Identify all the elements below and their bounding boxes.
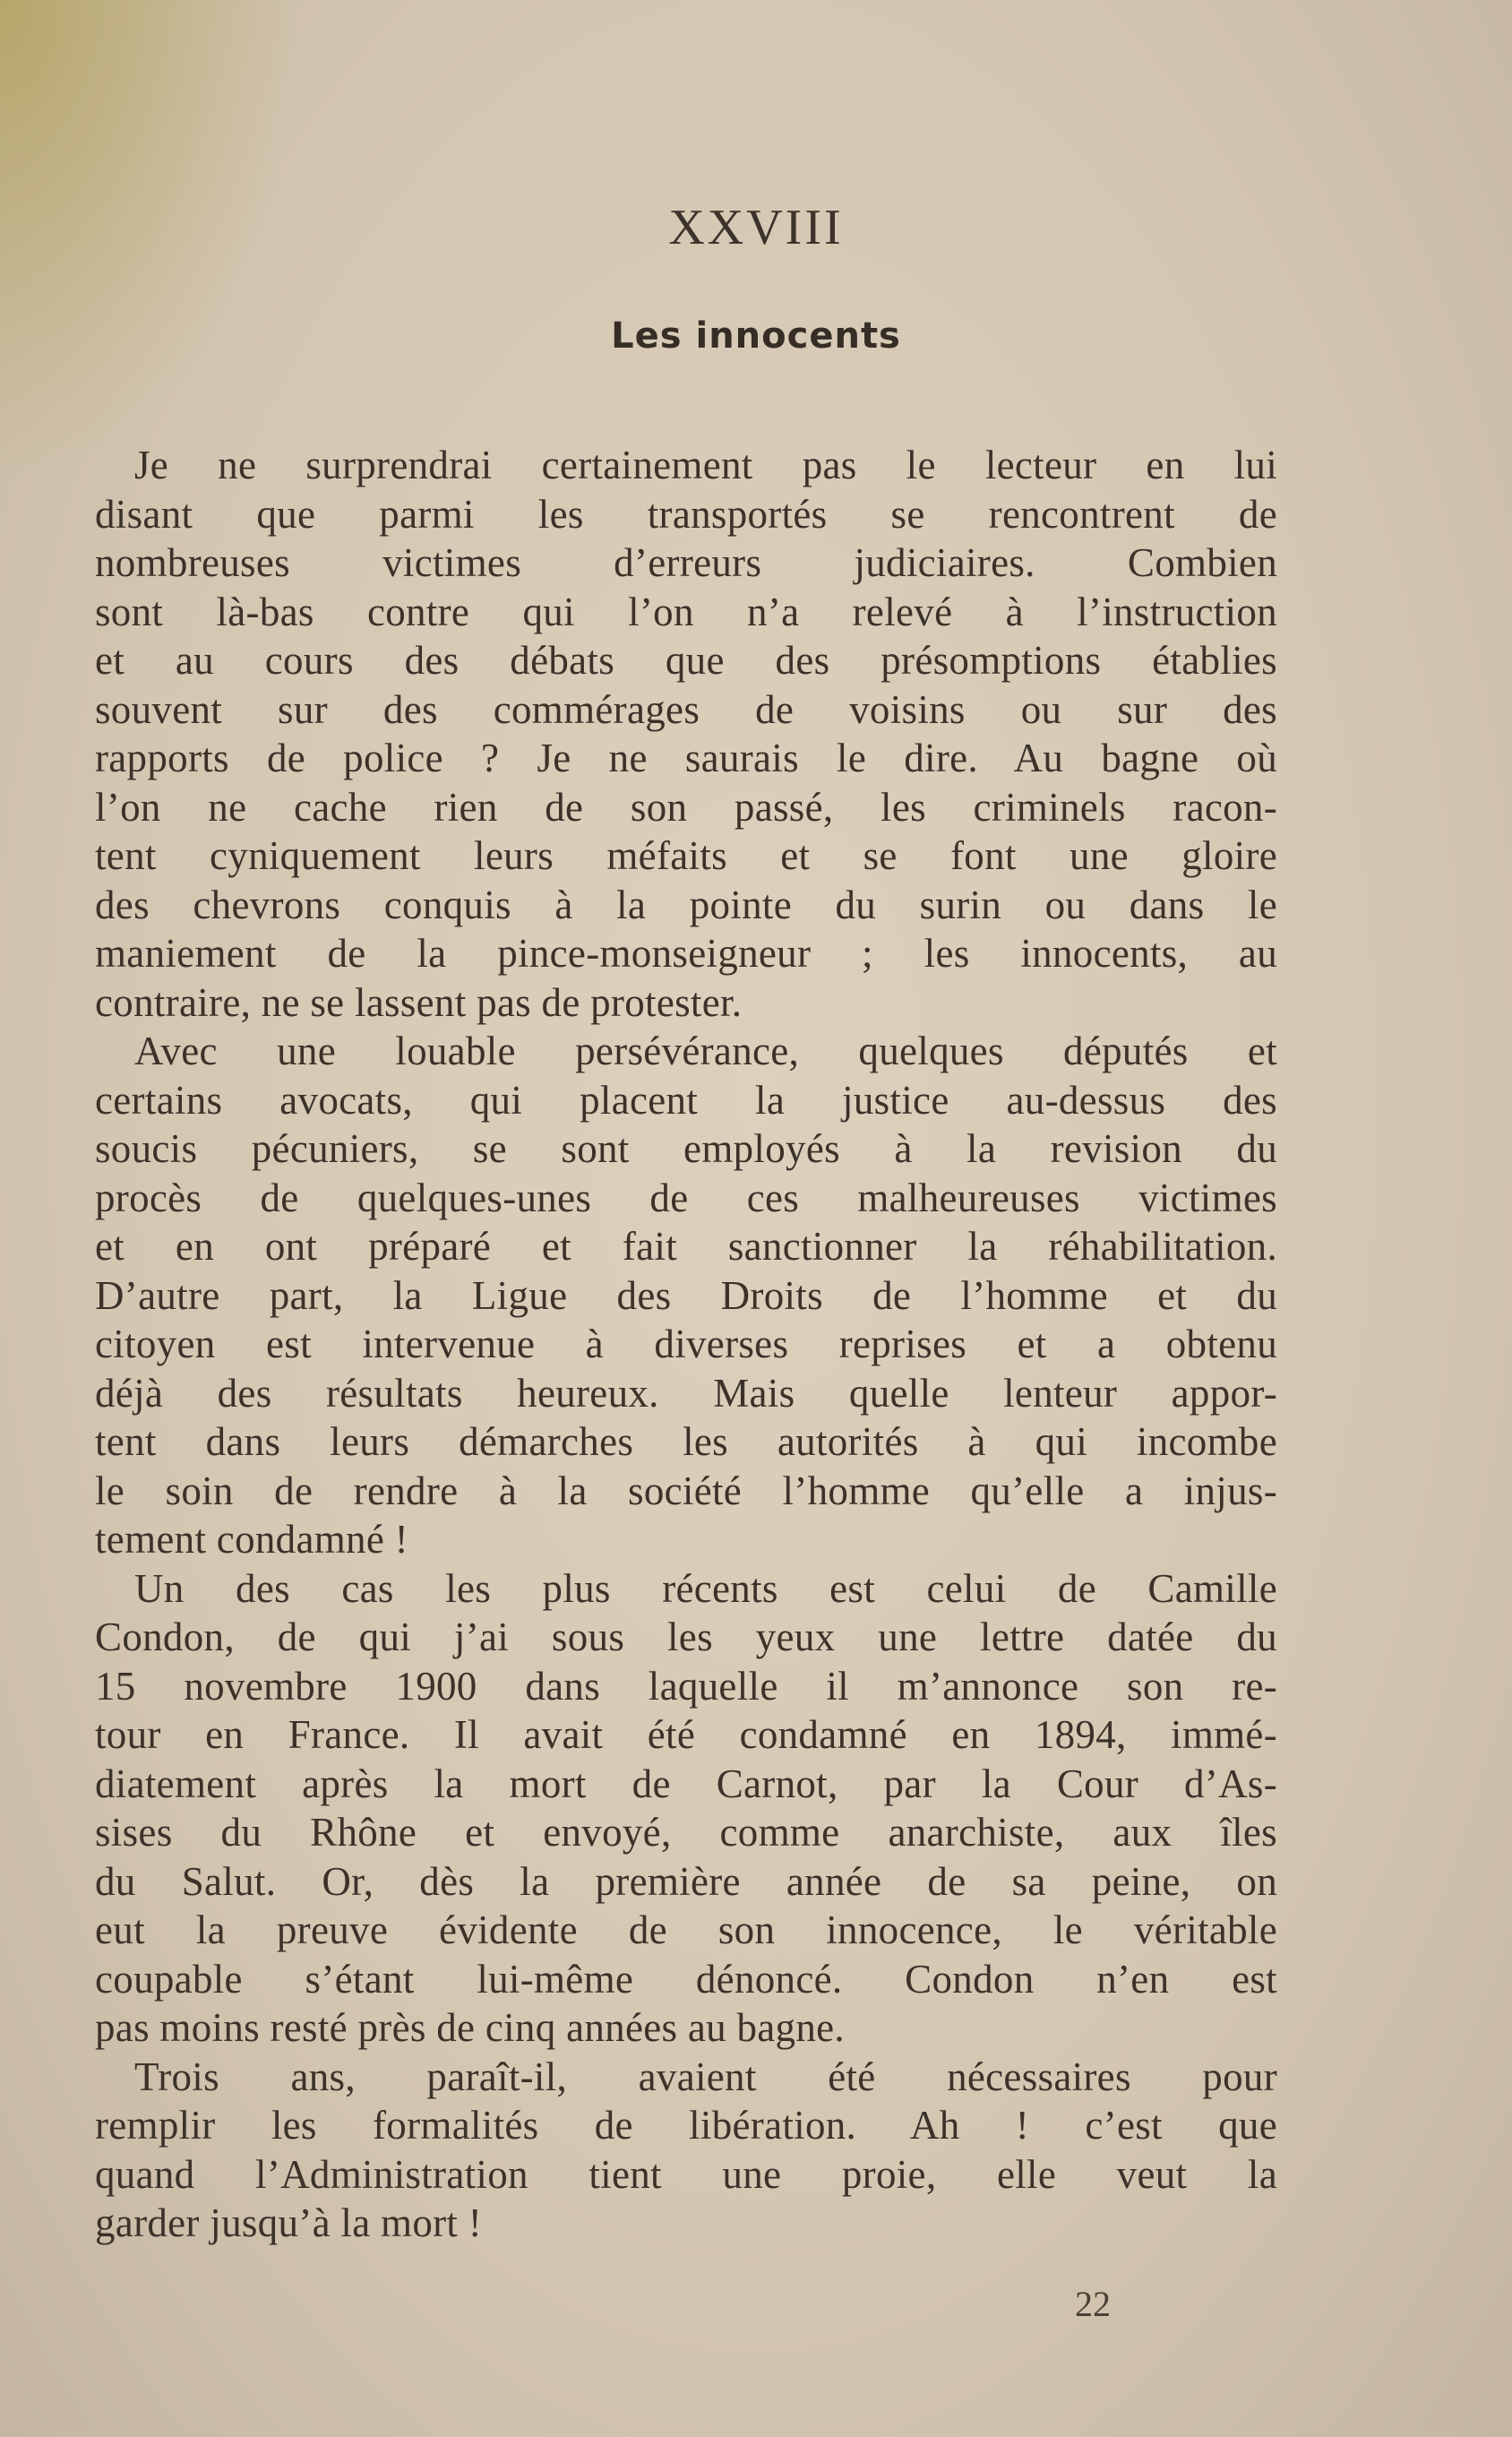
text-line: et en ont préparé et fait sanctionner la réhabilitation. (95, 1224, 1277, 1269)
text-line: citoyen est intervenue à diverses reprises et a obtenu (95, 1322, 1277, 1366)
chapter-number: XXVIII (668, 200, 844, 255)
text-line: tement condamné ! (95, 1517, 408, 1562)
text-line: souvent sur des commérages de voisins ou sur des (95, 686, 1277, 732)
text-line: sises du Rhône et envoyé, comme anarchiste, aux îles (95, 1810, 1277, 1855)
text-line: certains avocats, qui placent la justice au-dessus des (95, 1077, 1277, 1123)
text-line: tent cyniquement leurs méfaits et se font une gloire (95, 833, 1277, 878)
text-line: diatement après la mort de Carnot, par la Cour d’As- (95, 1761, 1277, 1806)
text-line: du Salut. Or, dès la première année de sa peine, on (95, 1858, 1277, 1904)
text-line: garder jusqu’à la mort ! (95, 2200, 483, 2245)
text-line: pas moins resté près de cinq années au bagne. (95, 2005, 845, 2050)
paragraph (95, 2053, 1277, 2248)
paragraph (95, 1027, 1277, 1564)
text-line: déjà des résultats heureux. Mais quelle lenteur appor- (95, 1370, 1277, 1416)
text-line: des chevrons conquis à la pointe du surin ou dans le (95, 882, 1277, 927)
text-line: D’autre part, la Ligue des Droits de l’homme et du (95, 1272, 1277, 1318)
text-line: et au cours des débats que des présomptions établies (95, 638, 1277, 683)
text-line: Trois ans, paraît-il, avaient été nécessaires pour (134, 2054, 1277, 2099)
paragraph (95, 1564, 1277, 2053)
text-line: tour en France. Il avait été condamné en 1894, immé- (95, 1712, 1277, 1757)
text-line: Un des cas les plus récents est celui de Camille (134, 1565, 1277, 1611)
body-text (95, 441, 1277, 2248)
paragraph (95, 441, 1277, 1027)
text-line: 15 novembre 1900 dans laquelle il m’annonce son re- (95, 1663, 1277, 1709)
text-line: tent dans leurs démarches les autorités à qui incombe (95, 1419, 1277, 1464)
text-line: Condon, de qui j’ai sous les yeux une lettre datée du (95, 1615, 1277, 1659)
text-line: Avec une louable persévérance, quelques députés et (134, 1029, 1277, 1073)
text-line: procès de quelques-unes de ces malheureuses victimes (95, 1175, 1277, 1220)
text-line: sont là-bas contre qui l’on n’a relevé à l’instruction (95, 589, 1277, 634)
text-line: nombreuses victimes d’erreurs judiciaires. Combien (95, 540, 1277, 585)
text-line: maniement de la pince-monseigneur ; les innocents, au (95, 931, 1277, 976)
text-line: soucis pécuniers, se sont employés à la revision du (95, 1126, 1277, 1171)
text-line: disant que parmi les transportés se rencontrent de (95, 491, 1277, 537)
text-line: rapports de police ? Je ne saurais le dire. Au bagne où (95, 736, 1277, 780)
page-number: 22 (1075, 2284, 1111, 2324)
text-line: quand l’Administration tient une proie, elle veut la (95, 2151, 1277, 2197)
text-line: remplir les formalités de libération. Ah ! c’est que (95, 2103, 1277, 2148)
text-line: Je ne surprendrai certainement pas le lecteur en lui (134, 443, 1277, 487)
chapter-title: Les innocents (611, 315, 901, 357)
text-line: contraire, ne se lassent pas de protester. (95, 979, 743, 1025)
text-line: coupable s’étant lui-même dénoncé. Condon n’en est (95, 1956, 1277, 2002)
text-line: eut la preuve évidente de son innocence, le véritable (95, 1907, 1277, 1952)
text-line: l’on ne cache rien de son passé, les criminels racon- (95, 784, 1277, 830)
text-line: le soin de rendre à la société l’homme qu’elle a injus- (95, 1468, 1277, 1513)
